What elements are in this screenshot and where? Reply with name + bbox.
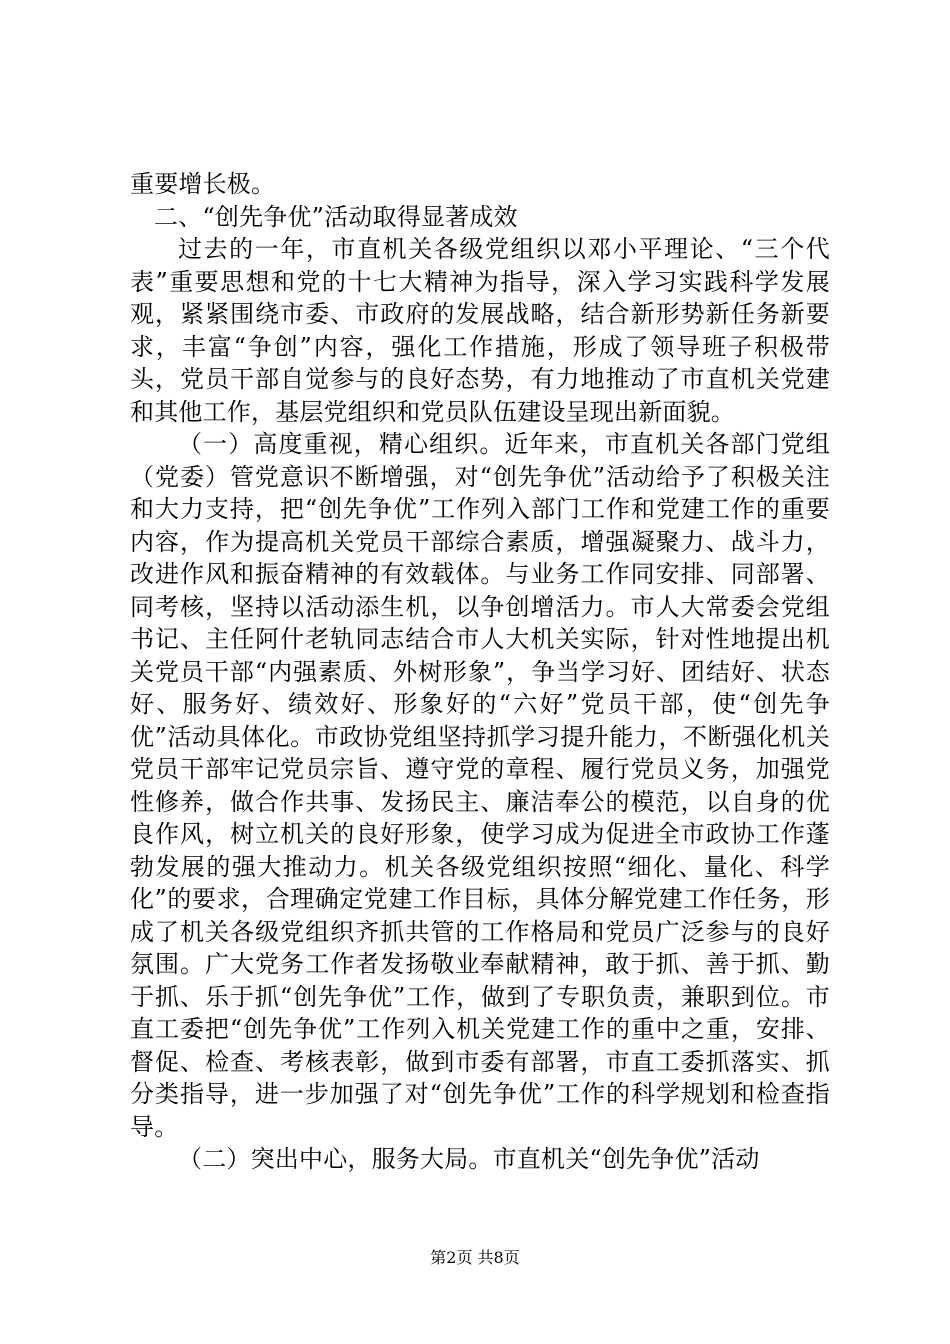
paragraph-5: （二）突出中心，服务大局。市直机关“创先争优”活动 bbox=[178, 1145, 760, 1173]
document-body bbox=[130, 168, 830, 1176]
paragraph-4: （一）高度重视，精心组织。近年来，市直机关各部门党组（党委）管党意识不断增强，对“创先争优”活动给予了积极关注和大力支持，把“创先争优”工作列入部门工作和党建工作的重要内容，作为提高机关党员干部综合素质，增强凝聚力、战斗力，改进作风和振奋精神的有效载体。与业务工作同安排、同部署、同考核，坚持以活动添生机，以争创增活力。市人大常委会党组书记、主任阿什老轨同志结合市人大机关实际，针对性地提出机关党员干部“内强素质、外树形象”，争当学习好、团结好、状态好、服务好、绩效好、形象好的“六好”党员干部，使“创先争优”活动具体化。市政协党组坚持抓学习提升能力，不断强化机关党员干部牢记党员宗旨、遵守党的章程、履行党员义务，加强党性修养，做合作共事、发扬民主、廉洁奉公的模范，以自身的优良作风，树立机关的良好形象，使学习成为促进全市政协工作蓬勃发展的强大推动力。机关各级党组织按照“细化、量化、科学化”的要求，合理确定党建工作目标，具体分解党建工作任务，形成了机关各级党组织齐抓共管的工作格局和党员广泛参与的良好氛围。广大党务工作者发扬敬业奉献精神，敢于抓、善于抓、勤于抓、乐于抓“创先争优”工作，做到了专职负责，兼职到位。市直工委把“创先争优”工作列入机关党建工作的重中之重，安排、督促、检查、考核表彰，做到市委有部署，市直工委抓落实、抓分类指导，进一步加强了对“创先争优”工作的科学规划和检查指导。 bbox=[130, 430, 830, 1141]
paragraph-1: 重要增长极。 bbox=[130, 170, 276, 198]
paragraph-3: 过去的一年，市直机关各级党组织以邓小平理论、“三个代表”重要思想和党的十七大精神为指导，深入学习实践科学发展观，紧紧围绕市委、市政府的发展战略，结合新形势新任务新要求，丰富“争创”内容，强化工作措施，形成了领导班子积极带头，党员干部自觉参与的良好态势，有力地推动了市直机关党建和其他工作，基层党组织和党员队伍建设呈现出新面貌。 bbox=[130, 235, 830, 426]
section-heading: 二、“创先争优”活动取得显著成效 bbox=[154, 202, 518, 231]
page-number-footer: 第2页 共8页 bbox=[430, 1248, 520, 1267]
